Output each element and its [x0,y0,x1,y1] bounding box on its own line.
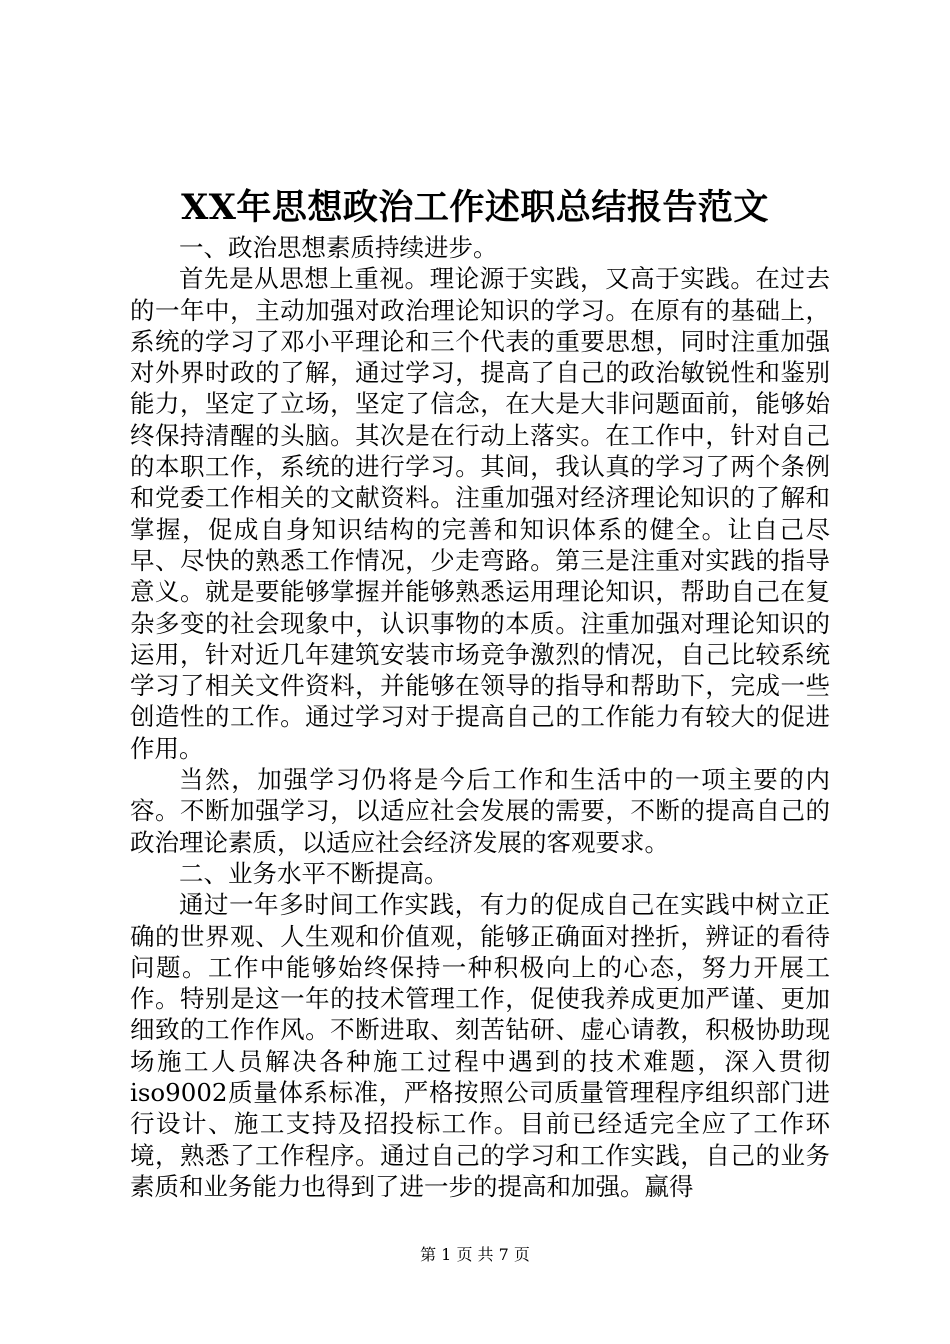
section-heading-political: 一、政治思想素质持续进步。 [179,233,498,262]
body-paragraph: 通过一年多时间工作实践，有力的促成自己在实践中树立正确的世界观、人生观和价值观，能够正确面对挫折，辨证的看待问题。工作中能够始终保持一种积极向上的心态，努力开展工作。特别是这一年的技术管理工作，促使我养成更加严谨、更加细致的工作作风。不断进取、刻苦钻研、虚心请教，积极协助现场施工人员解决各种施工过程中遇到的技术难题，深入贯彻iso9002质量体系标准，严格按照公司质量管理程序组织部门进行设计、施工支持及招投标工作。目前已经适完全应了工作环境，熟悉了工作程序。通过自己的学习和工作实践，自己的业务素质和业务能力也得到了进一步的提高和加强。赢得 [130,890,830,1201]
body-paragraph: 首先是从思想上重视。理论源于实践，又高于实践。在过去的一年中，主动加强对政治理论知识的学习。在原有的基础上，系统的学习了邓小平理论和三个代表的重要思想，同时注重加强对外界时政的了解，通过学习，提高了自己的政治敏锐性和鉴别能力，坚定了立场，坚定了信念，在大是大非问题面前，能够始终保持清醒的头脑。其次是在行动上落实。在工作中，针对自己的本职工作，系统的进行学习。其间，我认真的学习了两个条例和党委工作相关的文献资料。注重加强对经济理论知识的了解和掌握，促成自身知识结构的完善和知识体系的健全。让自己尽早、尽快的熟悉工作情况，少走弯路。第三是注重对实践的指导意义。就是要能够掌握并能够熟悉运用理论知识，帮助自己在复杂多变的社会现象中，认识事物的本质。注重加强对理论知识的运用，针对近几年建筑安装市场竞争激烈的情况，自己比较系统学习了相关文件资料，并能够在领导的指导和帮助下，完成一些创造性的工作。通过学习对于提高自己的工作能力有较大的促进作用。 [130,264,830,763]
section-heading-business: 二、业务水平不断提高。 [179,858,449,888]
document-body [130,232,830,1202]
document-title: XX年思想政治工作述职总结报告范文 [181,187,769,228]
body-paragraph: 当然，加强学习仍将是今后工作和生活中的一项主要的内容。不断加强学习，以适应社会发展的需要，不断的提高自己的政治理论素质，以适应社会经济发展的客观要求。 [130,765,830,857]
page-number-footer: 第 1 页 共 7 页 [420,1245,530,1264]
